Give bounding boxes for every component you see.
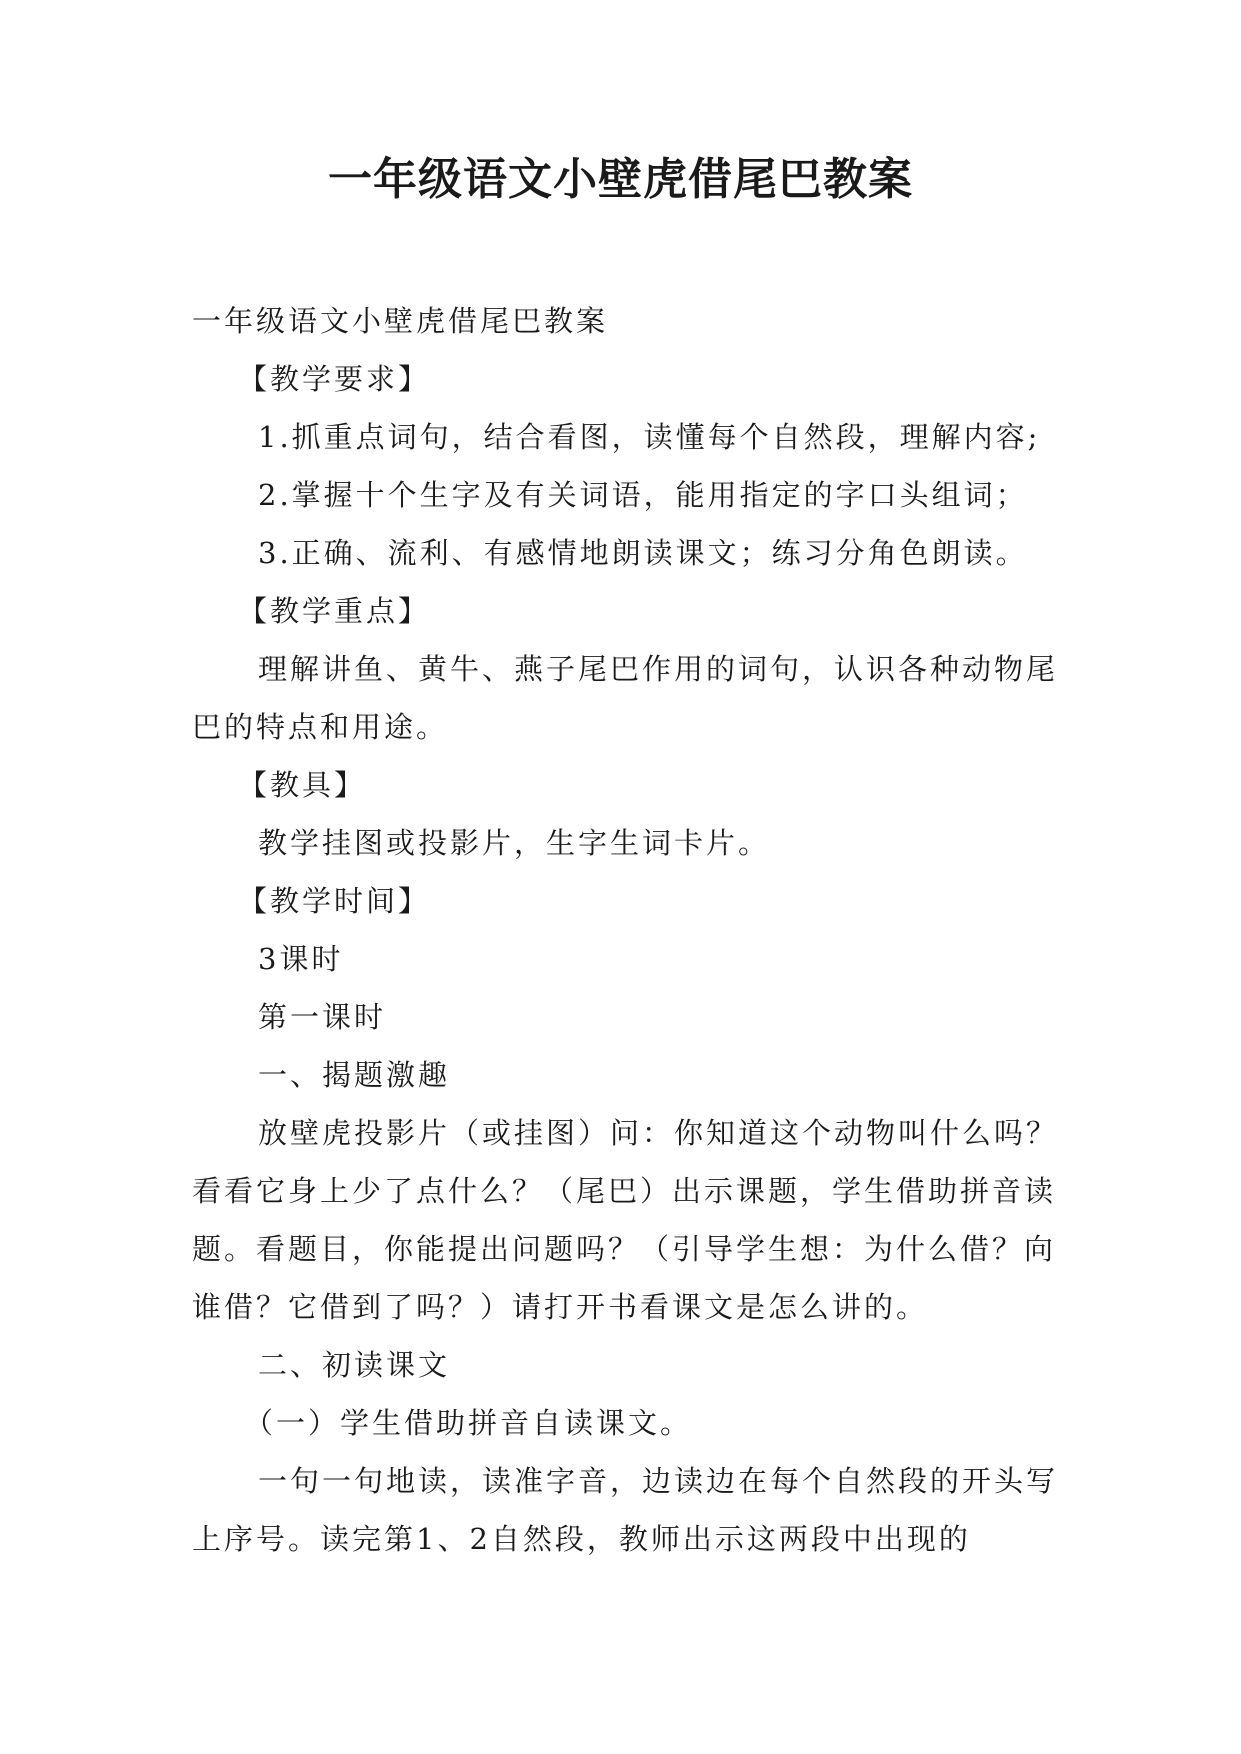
paragraph: 放壁虎投影片（或挂图）问：你知道这个动物叫什么吗？看看它身上少了点什么？（尾巴）出示课题，学生借助拼音读题。看题目，你能提出问题吗？（引导学生想：为什么借？向谁借？它借到了吗？）请打开书看课文是怎么讲的。 [192,1116,1059,1324]
paragraph: 二、初读课文 [258,1348,451,1382]
paragraph: 3.正确、流利、有感情地朗读课文；练习分角色朗读。 [258,536,1028,570]
paragraph: 理解讲鱼、黄牛、燕子尾巴作用的词句，认识各种动物尾巴的特点和用途。 [192,652,1059,744]
section-heading: 【教学重点】 [238,594,431,628]
section-heading: 【教具】 [238,768,367,802]
paragraph: 一年级语文小壁虎借尾巴教案 [192,304,609,338]
paragraph: 第一课时 [258,1000,387,1034]
paragraph: 一、揭题激趣 [258,1058,451,1092]
paragraph: 3课时 [258,942,344,976]
paragraph: 一句一句地读，读准字音，边读边在每个自然段的开头写上序号。读完第1、2自然段，教师出示这两段中出现的 [192,1464,1059,1556]
paragraph: （一）学生借助拼音自读课文。 [244,1406,693,1440]
paragraph: 2.掌握十个生字及有关词语，能用指定的字口头组词； [258,478,1028,512]
section-heading: 【教学时间】 [238,884,431,918]
paragraph: 1.抓重点词句，结合看图，读懂每个自然段，理解内容; [258,420,1041,454]
document-title: 一年级语文小壁虎借尾巴教案 [328,154,913,205]
paragraph: 教学挂图或投影片，生字生词卡片。 [258,826,771,860]
document-body [192,292,1062,1568]
section-heading: 【教学要求】 [238,362,431,396]
